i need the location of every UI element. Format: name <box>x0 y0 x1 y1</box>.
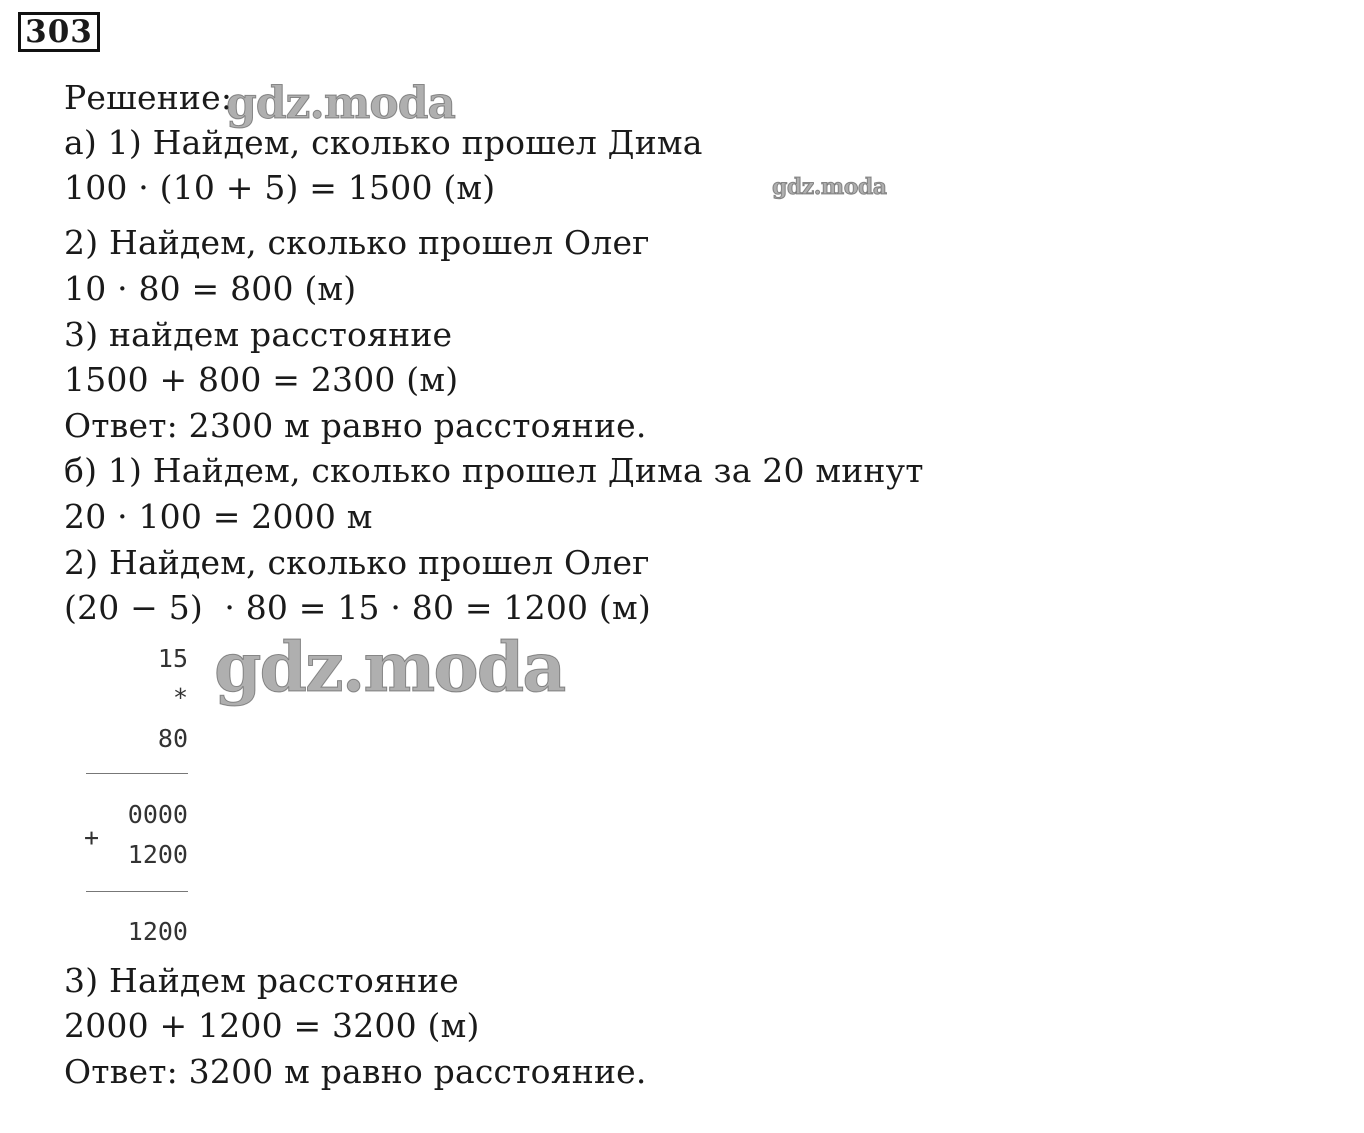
column-operator: * <box>172 683 188 712</box>
watermark: gdz.moda <box>772 174 887 200</box>
solution-line: 10 · 80 = 800 (м) <box>64 269 357 308</box>
column-partial1: 0000 <box>127 800 188 829</box>
solution-line: 2000 + 1200 = 3200 (м) <box>64 1006 480 1045</box>
solution-line: 3) найдем расстояние <box>64 315 453 354</box>
answer-line: Ответ: 2300 м равно расстояние. <box>64 406 647 445</box>
solution-line: б) 1) Найдем, сколько прошел Дима за 20 минут <box>64 451 924 490</box>
column-factor2: 80 <box>157 724 188 753</box>
column-divider <box>86 773 188 774</box>
watermark: gdz.moda <box>214 628 565 708</box>
solution-line: 2) Найдем, сколько прошел Олег <box>64 543 650 582</box>
solution-line: а) 1) Найдем, сколько прошел Дима <box>64 123 703 162</box>
solution-line: 20 · 100 = 2000 м <box>64 497 373 536</box>
watermark: gdz.moda <box>226 78 456 129</box>
column-result: 1200 <box>127 917 188 946</box>
solution-heading: Решение: <box>64 78 233 117</box>
solution-line: 2) Найдем, сколько прошел Олег <box>64 223 650 262</box>
solution-line: (20 − 5) · 80 = 15 · 80 = 1200 (м) <box>64 588 651 627</box>
column-partial2: 1200 <box>127 840 188 869</box>
solution-line: 100 · (10 + 5) = 1500 (м) <box>64 168 496 207</box>
column-plus-sign: + <box>84 823 100 852</box>
column-divider <box>86 891 188 892</box>
task-number: 303 <box>18 12 100 52</box>
answer-line: Ответ: 3200 м равно расстояние. <box>64 1052 647 1091</box>
column-factor1: 15 <box>157 644 188 673</box>
solution-line: 1500 + 800 = 2300 (м) <box>64 360 459 399</box>
solution-line: 3) Найдем расстояние <box>64 961 460 1000</box>
